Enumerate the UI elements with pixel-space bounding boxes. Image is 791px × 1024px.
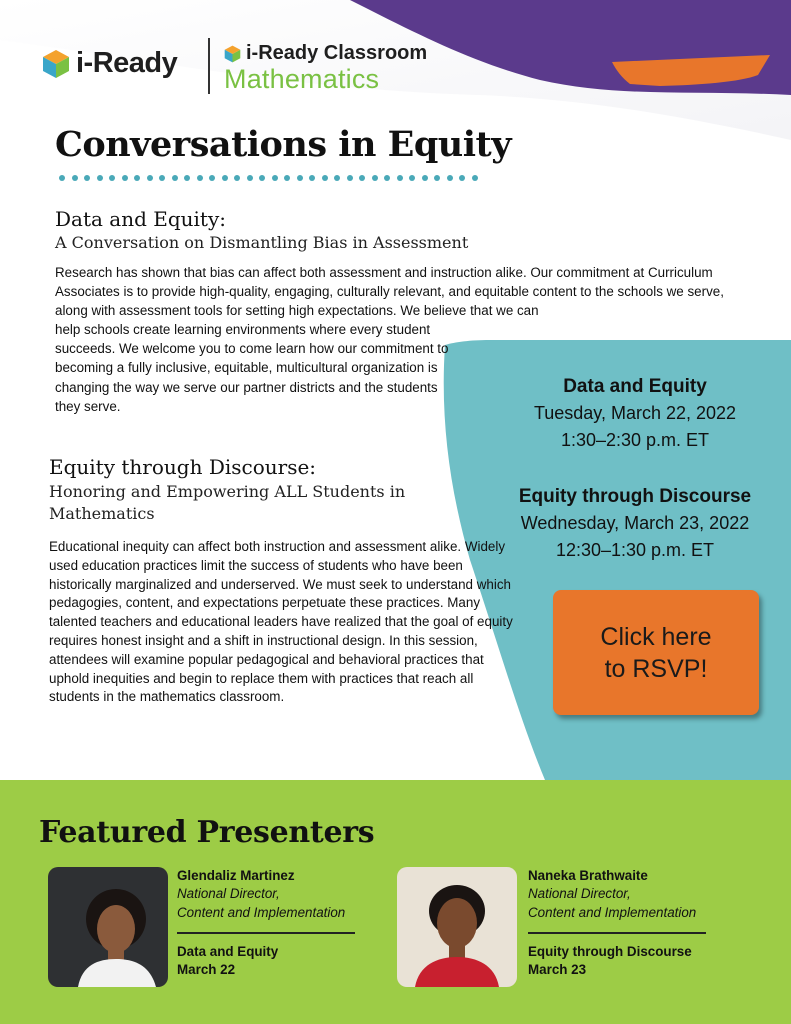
cube-icon	[42, 49, 70, 79]
presenter-name: Glendaliz Martinez	[177, 868, 295, 883]
presenter-session: Data and Equity	[177, 943, 279, 959]
divider-dot	[97, 175, 103, 181]
event-date: Wednesday, March 23, 2022	[520, 513, 750, 533]
session1-description-continued: help schools create learning environments where every student succeeds. We welcome you to come learn how our commitment to becoming a fully inclusive, equitable, multicultural organization is changing the way we serve our partner districts and the students they serve.	[55, 322, 449, 414]
divider-dot	[222, 175, 228, 181]
divider-dot	[309, 175, 315, 181]
event-equity-through-discourse	[500, 486, 770, 561]
divider-dot	[397, 175, 403, 181]
divider-dot	[372, 175, 378, 181]
divider-dot	[384, 175, 390, 181]
session2-subtitle: Honoring and Empowering ALL Students in Mathematics	[49, 482, 406, 523]
divider-dot	[347, 175, 353, 181]
divider-dot	[59, 175, 65, 181]
divider-dot	[134, 175, 140, 181]
page-title: Conversations in Equity	[55, 124, 512, 165]
presenter-card	[528, 867, 728, 980]
featured-presenters-heading: Featured Presenters	[39, 815, 375, 850]
divider-dot	[172, 175, 178, 181]
presenter-photo	[397, 867, 517, 987]
divider-dot	[322, 175, 328, 181]
divider-dot	[434, 175, 440, 181]
divider-dot	[459, 175, 465, 181]
divider-dot	[259, 175, 265, 181]
divider-dot	[197, 175, 203, 181]
divider-dot	[247, 175, 253, 181]
session2-title: Equity through Discourse:	[49, 455, 317, 479]
divider-dot	[159, 175, 165, 181]
divider-dot	[109, 175, 115, 181]
divider-dot	[234, 175, 240, 181]
rsvp-label-line2: to RSVP!	[604, 654, 708, 683]
event-name: Data and Equity	[563, 376, 707, 397]
presenter-photo	[48, 867, 168, 987]
divider-dot	[447, 175, 453, 181]
divider-dot	[84, 175, 90, 181]
classroom-wordmark: i-Ready Classroom	[246, 42, 428, 64]
mathematics-wordmark: Mathematics	[224, 64, 380, 94]
session1-subtitle: A Conversation on Dismantling Bias in Assessment	[55, 233, 469, 252]
event-data-and-equity	[500, 376, 770, 451]
presenter-date: March 22	[177, 962, 236, 977]
divider-dot	[359, 175, 365, 181]
divider-dot	[334, 175, 340, 181]
event-date: Tuesday, March 22, 2022	[533, 403, 737, 423]
event-time: 1:30–2:30 p.m. ET	[560, 430, 710, 450]
divider-dot	[209, 175, 215, 181]
logo-divider	[208, 38, 210, 94]
i-ready-logo	[42, 47, 177, 80]
dotted-divider	[59, 175, 478, 181]
presenter-role: Content and Implementation	[528, 904, 697, 920]
divider-dot	[422, 175, 428, 181]
cube-icon	[224, 45, 241, 63]
rsvp-button[interactable]	[553, 590, 759, 715]
session1-description: Research has shown that bias can affect both assessment and instruction alike. Our commitment at Curriculum Associates is to provide high-quality, engaging, culturally relevant, and equitable content to the schools we serve, along with assessment tools for setting high expectations. We believe that we can	[55, 265, 724, 318]
presenter-card	[177, 867, 377, 980]
presenter-role: National Director,	[528, 886, 631, 901]
divider-dot	[472, 175, 478, 181]
event-time: 12:30–1:30 p.m. ET	[555, 540, 715, 560]
session2-description: Educational inequity can affect both instruction and assessment alike. Widely used education practices limit the success of students who have been historically marginalized and underserved. We must seek to understand which pedagogies, content, and expectations perpetuate these practices. Many talented teachers and educational leaders have realized that the goal of equity requires honest insight and a shift in instructional design. In this session, attendees will examine popular pedagogical and behavioral practices that uphold inequities and begin to replace them with practices that reach all students in the mathematics classroom.	[49, 539, 513, 705]
divider-dot	[122, 175, 128, 181]
event-name: Equity through Discourse	[518, 486, 752, 507]
classroom-mathematics-logo	[224, 42, 427, 95]
presenter-name: Naneka Brathwaite	[528, 868, 648, 883]
divider-dot	[72, 175, 78, 181]
rsvp-label-line1: Click here	[600, 622, 712, 651]
presenter-role: Content and Implementation	[177, 904, 346, 920]
session1-title: Data and Equity:	[55, 207, 226, 231]
divider-dot	[297, 175, 303, 181]
divider-dot	[184, 175, 190, 181]
presenter-date: March 23	[528, 962, 587, 977]
i-ready-wordmark: i-Ready	[76, 47, 178, 79]
person-icon	[397, 867, 517, 987]
presenter-divider	[528, 932, 706, 934]
divider-dot	[409, 175, 415, 181]
presenter-divider	[177, 932, 355, 934]
presenter-role: National Director,	[177, 886, 280, 901]
divider-dot	[272, 175, 278, 181]
divider-dot	[147, 175, 153, 181]
person-icon	[48, 867, 168, 987]
divider-dot	[284, 175, 290, 181]
presenter-session: Equity through Discourse	[528, 943, 692, 959]
